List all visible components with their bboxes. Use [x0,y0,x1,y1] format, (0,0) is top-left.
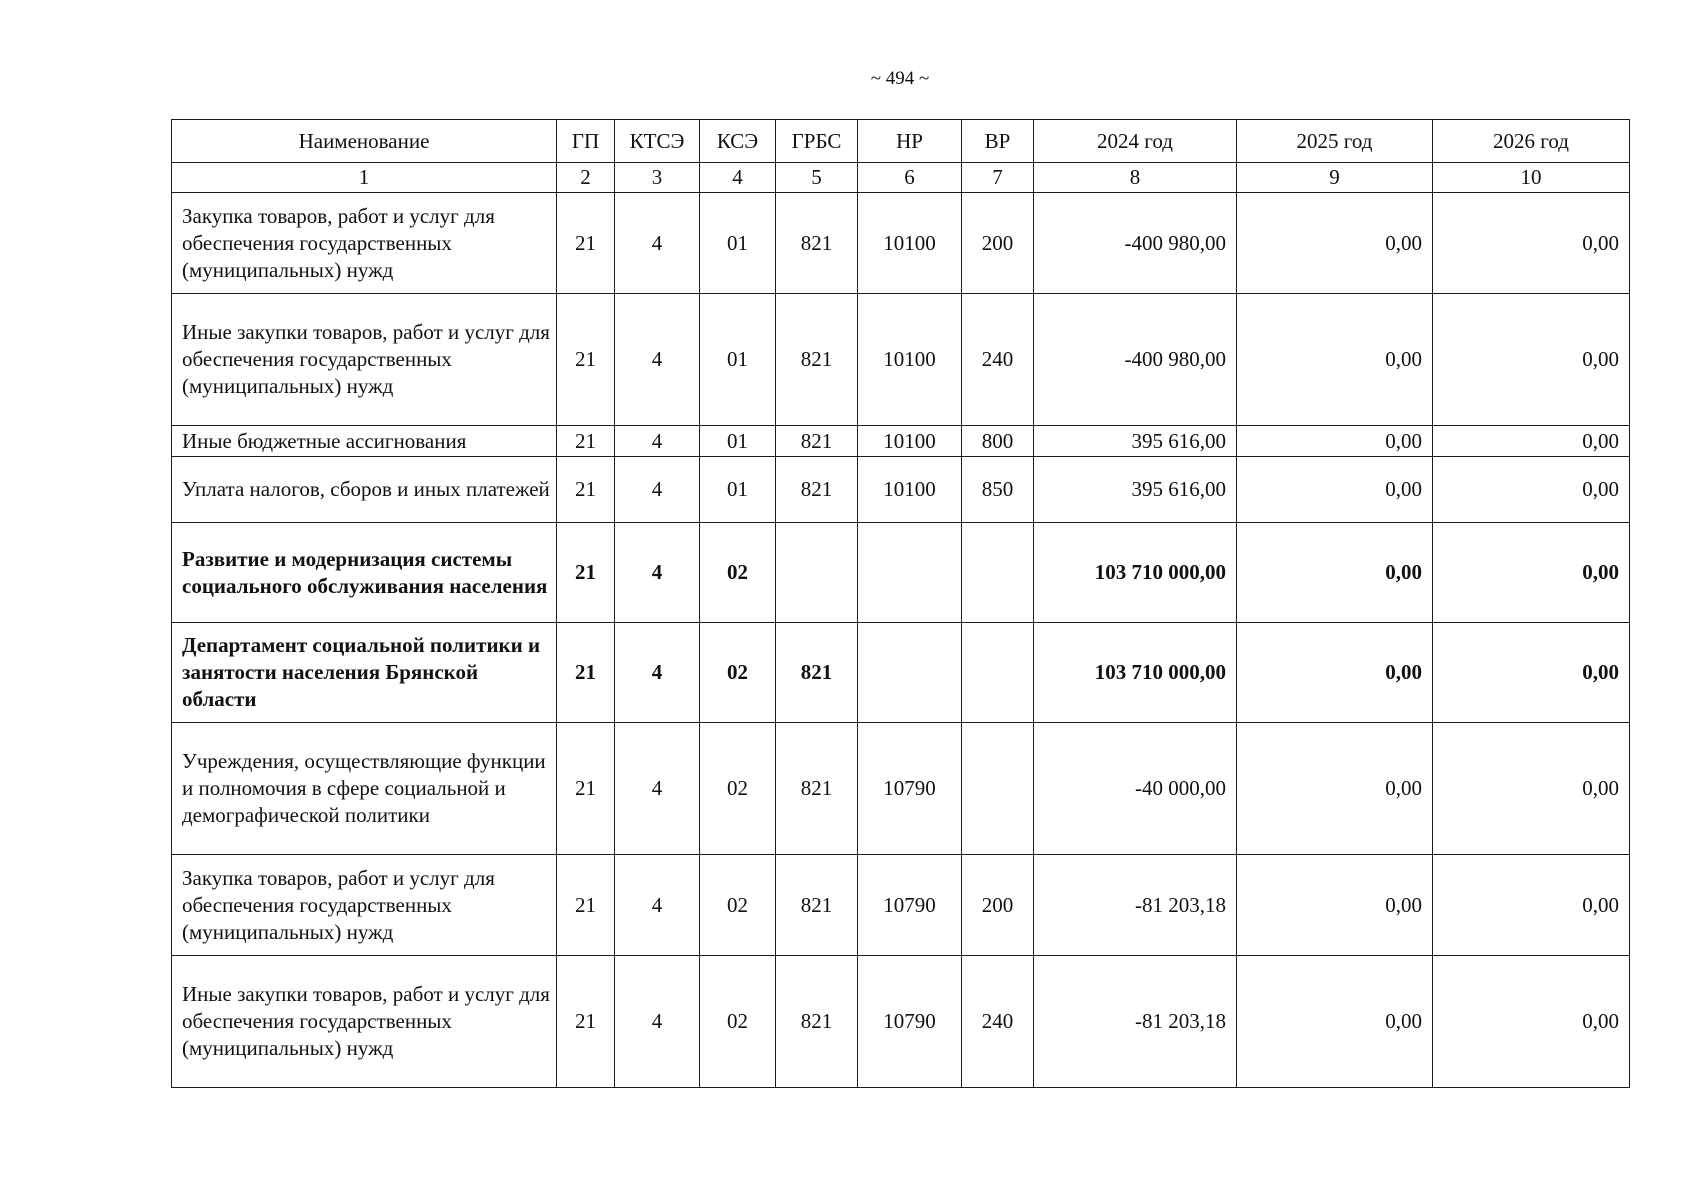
cell-2026: 0,00 [1433,956,1630,1088]
row-name: Департамент социальной политики и занятости населения Брянской области [172,623,557,723]
cell-nr: 10100 [858,457,962,523]
cell-ktse: 4 [615,956,700,1088]
cell-2025: 0,00 [1237,723,1433,855]
cell-grbs: 821 [776,457,858,523]
cell-vr: 850 [962,457,1034,523]
cell-nr: 10100 [858,193,962,294]
cell-2026: 0,00 [1433,294,1630,426]
cell-2025: 0,00 [1237,294,1433,426]
column-number: 4 [700,163,776,193]
cell-vr: 240 [962,956,1034,1088]
cell-2025: 0,00 [1237,523,1433,623]
cell-ktse: 4 [615,426,700,457]
cell-vr [962,723,1034,855]
cell-2024: -400 980,00 [1034,294,1237,426]
row-name: Развитие и модернизация системы социального обслуживания населения [172,523,557,623]
cell-gp: 21 [557,523,615,623]
cell-kse: 01 [700,457,776,523]
row-name: Закупка товаров, работ и услуг для обеспечения государственных (муниципальных) нужд [172,855,557,956]
cell-kse: 01 [700,294,776,426]
cell-kse: 02 [700,523,776,623]
cell-kse: 02 [700,855,776,956]
column-number: 3 [615,163,700,193]
cell-ktse: 4 [615,523,700,623]
cell-2026: 0,00 [1433,193,1630,294]
header-kse: КСЭ [700,120,776,163]
cell-vr [962,523,1034,623]
cell-2024: 103 710 000,00 [1034,523,1237,623]
table-row [172,457,1630,523]
cell-2026: 0,00 [1433,457,1630,523]
table-row [172,193,1630,294]
cell-2024: -400 980,00 [1034,193,1237,294]
cell-2026: 0,00 [1433,723,1630,855]
header-2025: 2025 год [1237,120,1433,163]
table-row [172,623,1630,723]
cell-grbs: 821 [776,426,858,457]
cell-gp: 21 [557,855,615,956]
cell-vr: 240 [962,294,1034,426]
cell-vr: 800 [962,426,1034,457]
table-row [172,523,1630,623]
cell-2026: 0,00 [1433,623,1630,723]
cell-2025: 0,00 [1237,426,1433,457]
column-number: 2 [557,163,615,193]
table-row [172,723,1630,855]
cell-gp: 21 [557,723,615,855]
cell-kse: 02 [700,956,776,1088]
cell-2025: 0,00 [1237,623,1433,723]
cell-gp: 21 [557,193,615,294]
cell-nr [858,523,962,623]
cell-2026: 0,00 [1433,523,1630,623]
cell-nr: 10790 [858,855,962,956]
cell-2026: 0,00 [1433,855,1630,956]
cell-grbs: 821 [776,193,858,294]
cell-2024: 395 616,00 [1034,457,1237,523]
cell-gp: 21 [557,457,615,523]
cell-grbs: 821 [776,294,858,426]
cell-ktse: 4 [615,855,700,956]
cell-kse: 02 [700,623,776,723]
row-name: Иные закупки товаров, работ и услуг для обеспечения государственных (муниципальных) нужд [172,294,557,426]
cell-gp: 21 [557,956,615,1088]
cell-gp: 21 [557,426,615,457]
header-vr: ВР [962,120,1034,163]
header-2024: 2024 год [1034,120,1237,163]
column-number: 5 [776,163,858,193]
row-name: Закупка товаров, работ и услуг для обеспечения государственных (муниципальных) нужд [172,193,557,294]
cell-gp: 21 [557,623,615,723]
header-nr: НР [858,120,962,163]
cell-2025: 0,00 [1237,457,1433,523]
cell-grbs [776,523,858,623]
header-gp: ГП [557,120,615,163]
row-name: Учреждения, осуществляющие функции и полномочия в сфере социальной и демографической политики [172,723,557,855]
table-row [172,855,1630,956]
cell-nr: 10790 [858,956,962,1088]
cell-grbs: 821 [776,623,858,723]
cell-2025: 0,00 [1237,855,1433,956]
cell-kse: 02 [700,723,776,855]
cell-grbs: 821 [776,956,858,1088]
cell-grbs: 821 [776,855,858,956]
column-number: 6 [858,163,962,193]
table-row [172,956,1630,1088]
header-grbs: ГРБС [776,120,858,163]
page-number: ~ 494 ~ [870,68,930,89]
cell-nr: 10790 [858,723,962,855]
cell-2025: 0,00 [1237,956,1433,1088]
cell-nr [858,623,962,723]
cell-nr: 10100 [858,294,962,426]
table-row [172,294,1630,426]
cell-ktse: 4 [615,457,700,523]
cell-ktse: 4 [615,623,700,723]
column-number: 8 [1034,163,1237,193]
column-number: 9 [1237,163,1433,193]
cell-nr: 10100 [858,426,962,457]
header-2026: 2026 год [1433,120,1630,163]
row-name: Иные закупки товаров, работ и услуг для обеспечения государственных (муниципальных) нужд [172,956,557,1088]
column-number: 1 [172,163,557,193]
row-name: Уплата налогов, сборов и иных платежей [172,457,557,523]
cell-ktse: 4 [615,294,700,426]
cell-2024: 395 616,00 [1034,426,1237,457]
header-row [172,120,1630,163]
cell-2024: -81 203,18 [1034,855,1237,956]
cell-gp: 21 [557,294,615,426]
table-row [172,426,1630,457]
cell-grbs: 821 [776,723,858,855]
cell-kse: 01 [700,193,776,294]
cell-vr: 200 [962,193,1034,294]
cell-vr [962,623,1034,723]
cell-kse: 01 [700,426,776,457]
cell-2026: 0,00 [1433,426,1630,457]
cell-2024: -81 203,18 [1034,956,1237,1088]
column-number-row [172,163,1630,193]
header-name: Наименование [172,120,557,163]
column-number: 10 [1433,163,1630,193]
budget-table [171,119,1630,1088]
cell-2025: 0,00 [1237,193,1433,294]
cell-ktse: 4 [615,723,700,855]
cell-ktse: 4 [615,193,700,294]
column-number: 7 [962,163,1034,193]
header-ktse: КТСЭ [615,120,700,163]
row-name: Иные бюджетные ассигнования [172,426,557,457]
cell-vr: 200 [962,855,1034,956]
cell-2024: 103 710 000,00 [1034,623,1237,723]
cell-2024: -40 000,00 [1034,723,1237,855]
